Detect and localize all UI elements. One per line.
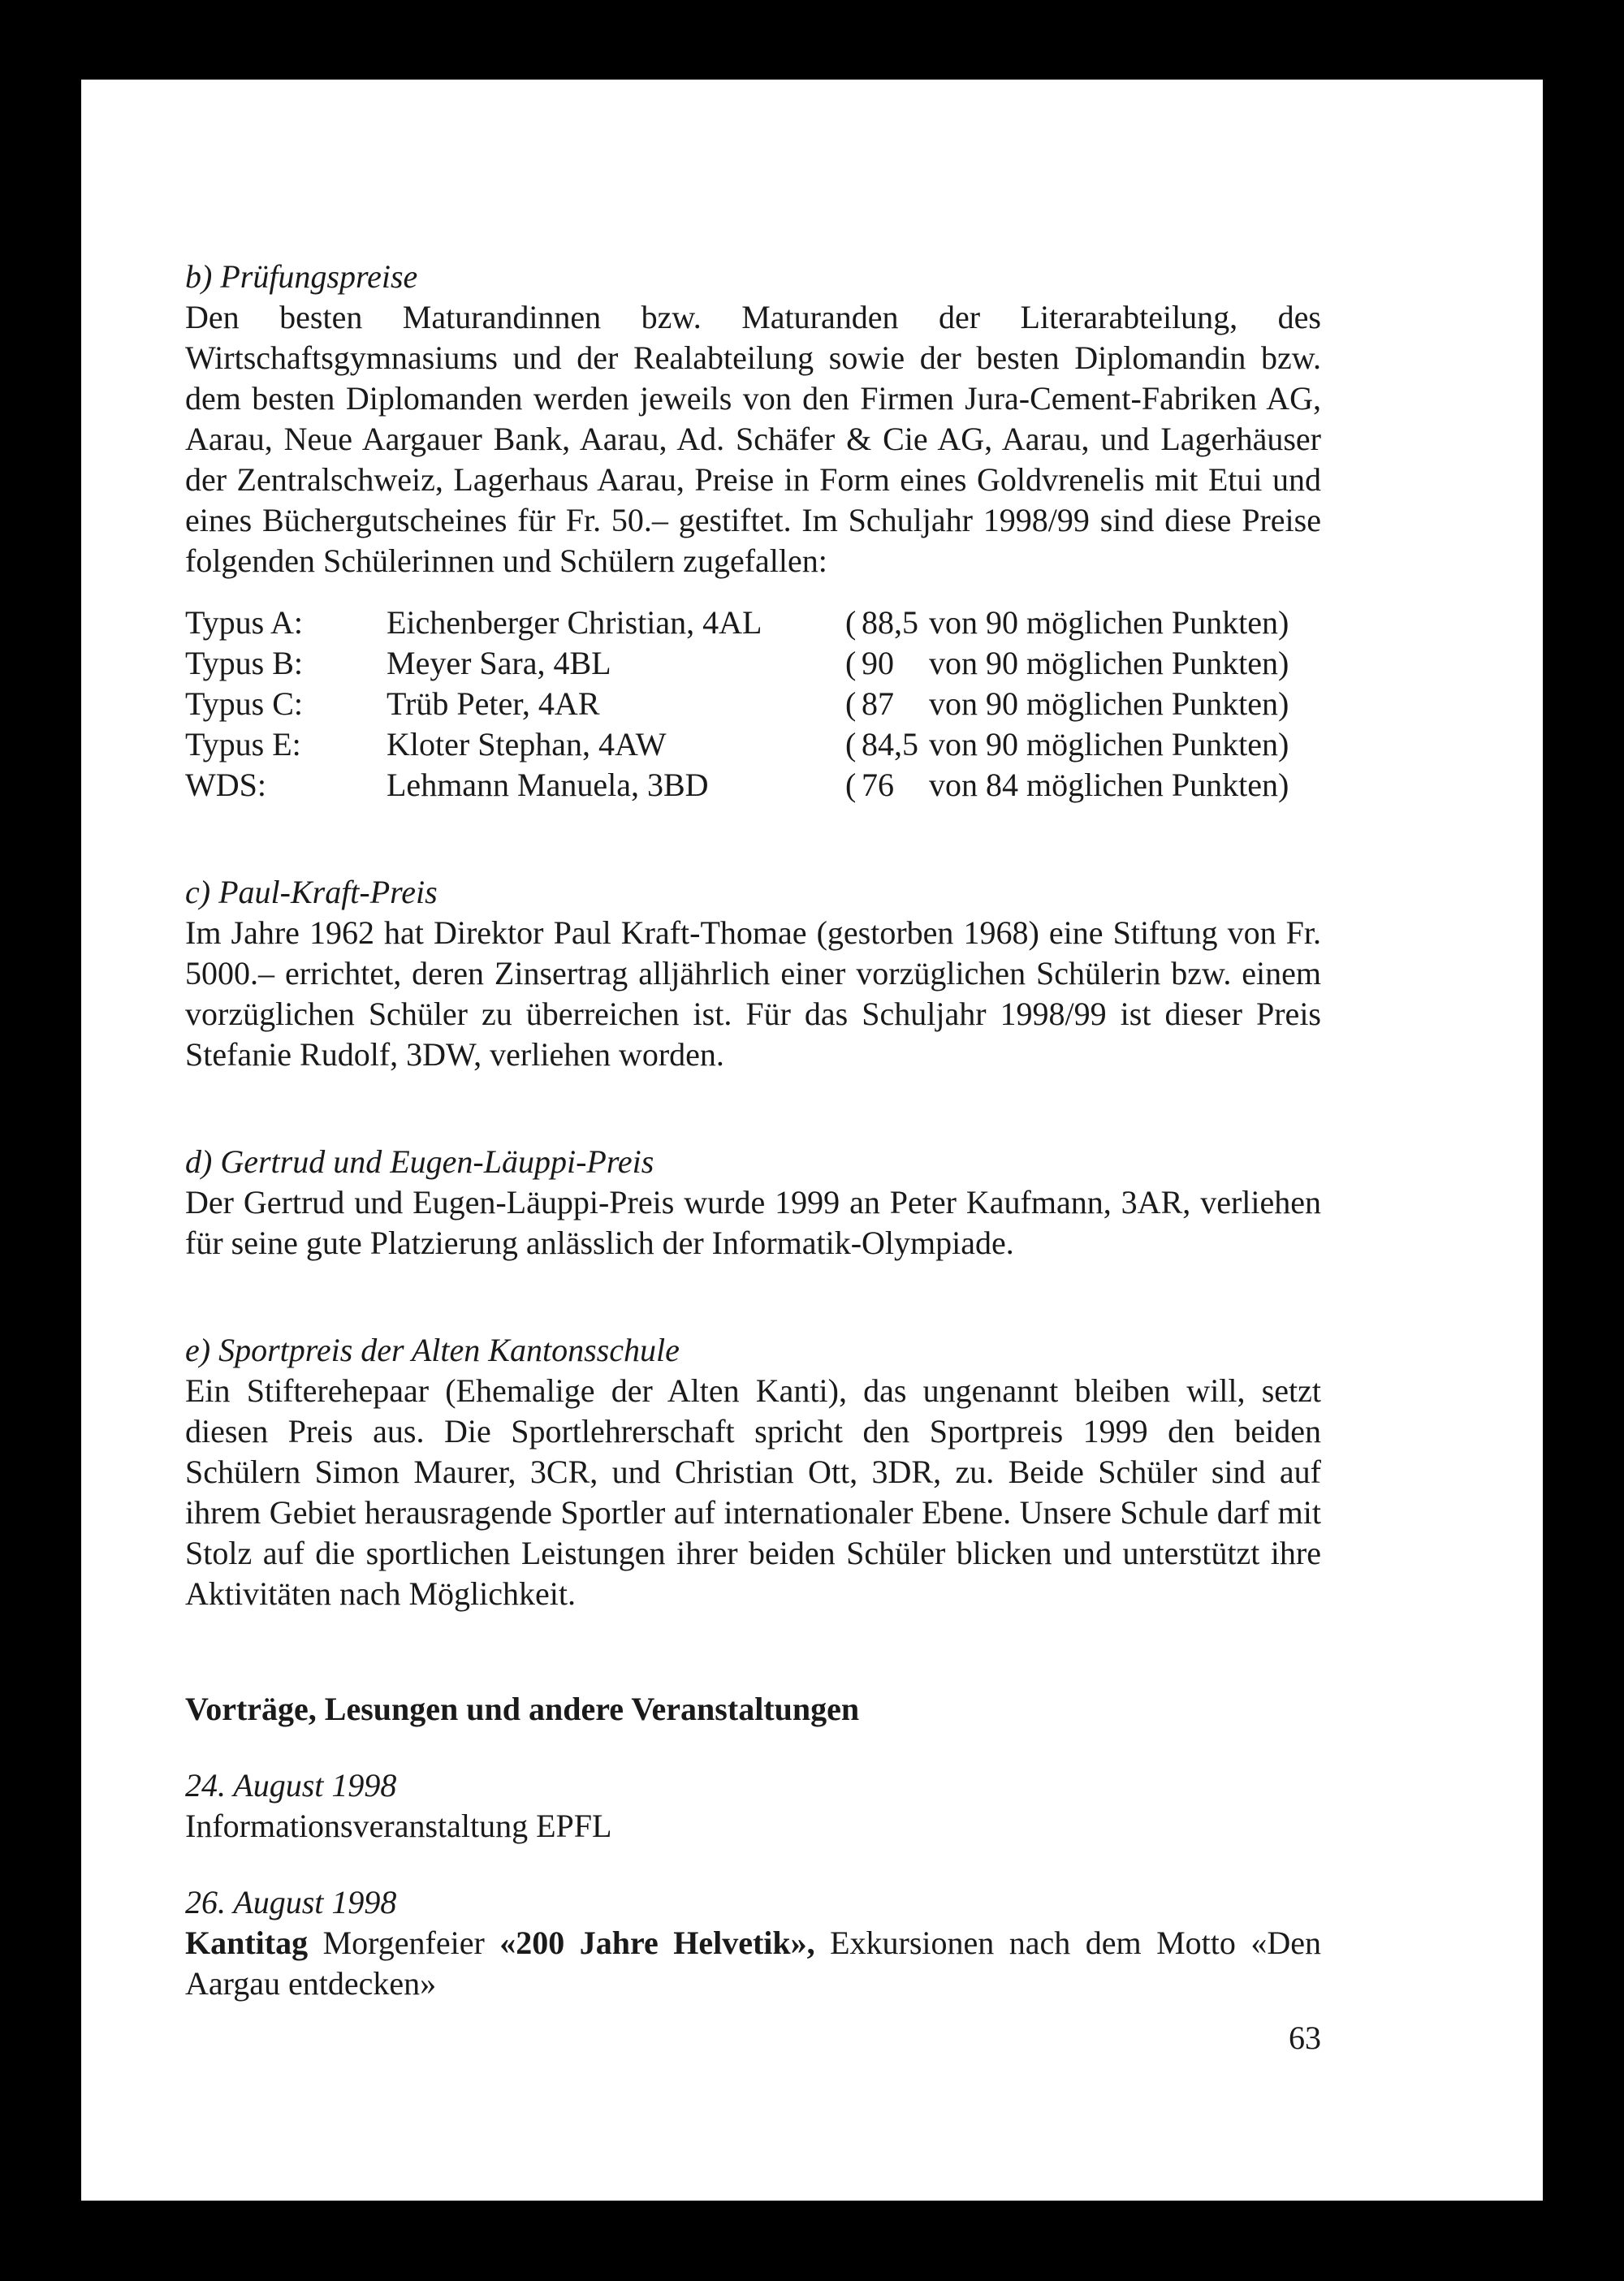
result-score: 84,5 bbox=[862, 726, 918, 762]
page-number: 63 bbox=[1289, 2020, 1321, 2056]
result-points: von 90 möglichen Punkten) bbox=[929, 726, 1289, 762]
page-content bbox=[185, 257, 1321, 2040]
result-type: Typus B: bbox=[185, 645, 303, 681]
result-type: Typus A: bbox=[185, 604, 303, 641]
section-heading: e) Sportpreis der Alten Kantonsschule bbox=[185, 1332, 680, 1368]
table-row bbox=[185, 643, 1321, 684]
section-text: Im Jahre 1962 hat Direktor Paul Kraft-Thomae (gestorben 1968) eine Stiftung von Fr. 5000.– errichtet, deren Zinsertrag alljährlich einer vorzüglichen Schülerin bzw. einem vorzüglichen Schüler zu überreichen ist. Für das Schuljahr 1998/99 ist dieser Preis Stefanie Rudolf, 3DW, verliehen worden. bbox=[185, 914, 1321, 1073]
result-paren: ( bbox=[845, 767, 857, 803]
section-text: Ein Stifterehepaar (Ehemalige der Alten Kanti), das ungenannt bleiben will, setzt diesen Preis aus. Die Sportlehrerschaft spricht den Sportpreis 1999 den beiden Schülern Simon Maurer, 3CR, und Christian Ott, 3DR, zu. Beide Schüler sind auf ihrem Gebiet herausragende Sportler auf internationaler Ebene. Unsere Schule darf mit Stolz auf die sportlichen Leistungen ihrer beiden Schüler blicken und unterstützt ihre Aktivitäten nach Möglichkeit. bbox=[185, 1372, 1321, 1612]
section-text: Den besten Maturandinnen bzw. Maturanden der Literarabteilung, des Wirtschaftsgymnasiums und der Realabteilung sowie der besten Diplomandin bzw. dem besten Diplomanden werden jeweils von den Firmen Jura-Cement-Fabriken AG, Aarau, Neue Aargauer Bank, Aarau, Ad. Schäfer & Cie AG, Aarau, und Lagerhäuser der Zentralschweiz, Lagerhaus Aarau, Preise in Form eines Goldvrenelis mit Etui und eines Büchergutscheines für Fr. 50.– gestiftet. Im Schuljahr 1998/99 sind diese Preise folgenden Schülerinnen und Schülern zugefallen: bbox=[185, 299, 1321, 579]
section-heading: b) Prüfungspreise bbox=[185, 258, 418, 295]
event-text-part: Exkursionen nach dem Motto «Den Aargau entdecken» bbox=[185, 1925, 1321, 2002]
table-row bbox=[185, 684, 1321, 724]
result-name: Trüb Peter, 4AR bbox=[387, 685, 600, 722]
event-bold-motto: «200 Jahre Helvetik», bbox=[499, 1925, 815, 1961]
result-type: Typus E: bbox=[185, 726, 301, 762]
result-name: Kloter Stephan, 4AW bbox=[387, 726, 667, 762]
table-row bbox=[185, 603, 1321, 643]
event-text: Informationsveranstaltung EPFL bbox=[185, 1808, 612, 1844]
result-points: von 90 möglichen Punkten) bbox=[929, 645, 1289, 681]
result-score: 88,5 bbox=[862, 604, 918, 641]
result-score: 90 bbox=[862, 645, 894, 681]
section-text: Der Gertrud und Eugen-Läuppi-Preis wurde 1999 an Peter Kaufmann, 3AR, verliehen für seine gute Platzierung anlässlich der Informatik-Olympiade. bbox=[185, 1184, 1321, 1261]
section-pruefungspreise bbox=[185, 257, 1321, 806]
section-heading: d) Gertrud und Eugen-Läuppi-Preis bbox=[185, 1143, 654, 1180]
result-name: Eichenberger Christian, 4AL bbox=[387, 604, 762, 641]
event-text bbox=[185, 1923, 1321, 2004]
result-paren: ( bbox=[845, 604, 857, 641]
event-item bbox=[185, 1882, 1321, 2004]
result-type: WDS: bbox=[185, 767, 266, 803]
result-points: von 90 möglichen Punkten) bbox=[929, 685, 1289, 722]
table-row bbox=[185, 765, 1321, 806]
events-heading: Vorträge, Lesungen und andere Veranstaltungen bbox=[185, 1691, 860, 1727]
document-page bbox=[81, 80, 1543, 2201]
results-table bbox=[185, 603, 1321, 806]
section-laeuppi-preis bbox=[185, 1142, 1321, 1264]
result-paren: ( bbox=[845, 645, 857, 681]
result-type: Typus C: bbox=[185, 685, 303, 722]
result-score: 87 bbox=[862, 685, 894, 722]
event-item bbox=[185, 1765, 1321, 1847]
section-paul-kraft-preis bbox=[185, 872, 1321, 1075]
event-bold-title: Kantitag bbox=[185, 1925, 309, 1961]
result-points: von 84 möglichen Punkten) bbox=[929, 767, 1289, 803]
event-text-part: Morgenfeier bbox=[308, 1925, 500, 1961]
table-row bbox=[185, 724, 1321, 765]
event-date: 26. August 1998 bbox=[185, 1884, 397, 1920]
result-points: von 90 möglichen Punkten) bbox=[929, 604, 1289, 641]
section-sportpreis bbox=[185, 1330, 1321, 1614]
result-paren: ( bbox=[845, 685, 857, 722]
result-name: Lehmann Manuela, 3BD bbox=[387, 767, 709, 803]
event-date: 24. August 1998 bbox=[185, 1767, 397, 1804]
result-paren: ( bbox=[845, 726, 857, 762]
result-score: 76 bbox=[862, 767, 894, 803]
section-heading: c) Paul-Kraft-Preis bbox=[185, 874, 438, 910]
result-name: Meyer Sara, 4BL bbox=[387, 645, 611, 681]
